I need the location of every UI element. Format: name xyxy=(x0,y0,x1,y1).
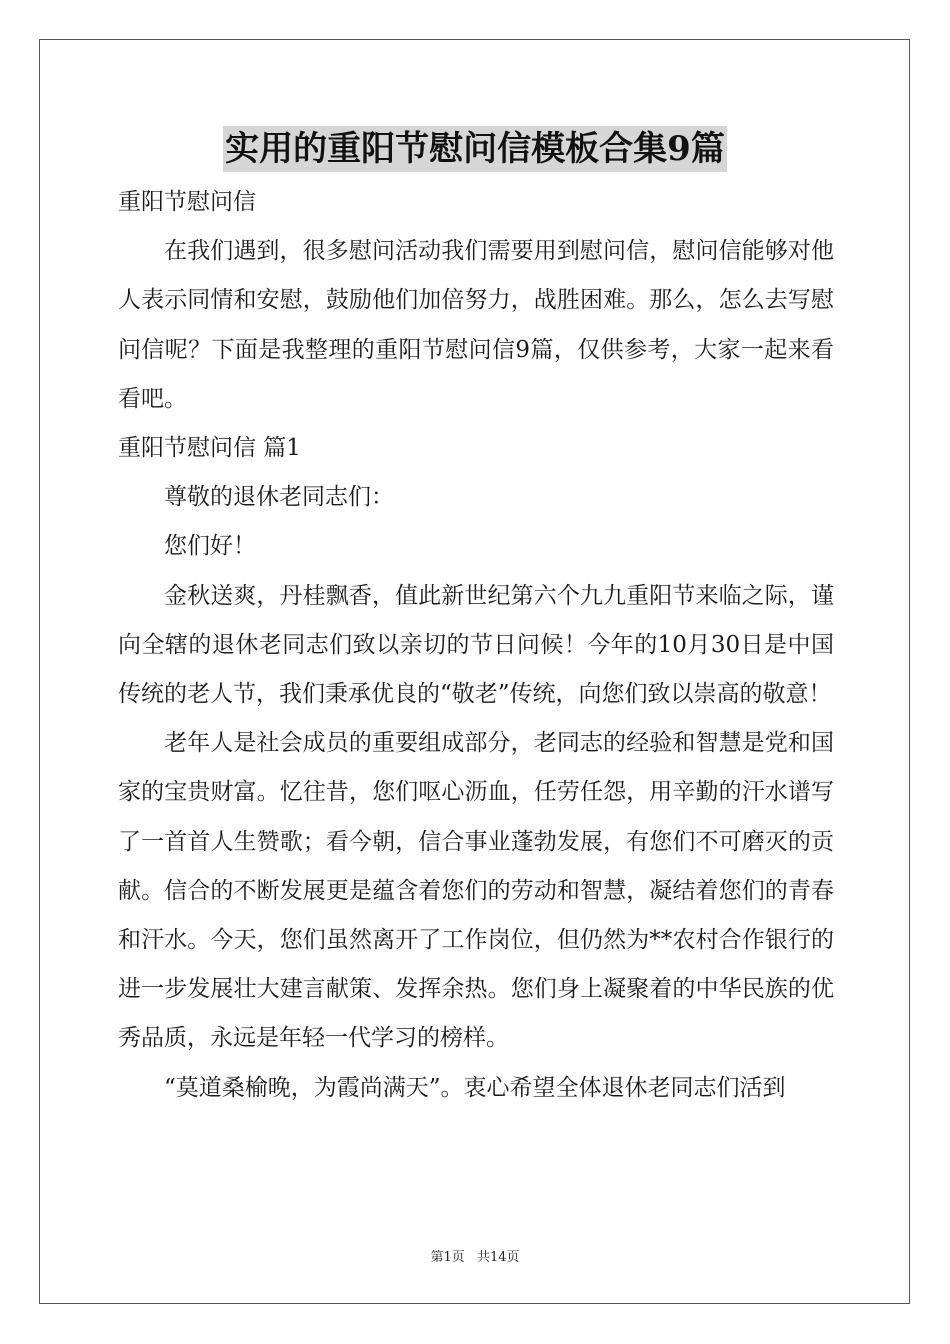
body-paragraph: 在我们遇到，很多慰问活动我们需要用到慰问信，慰问信能够对他人表示同情和安慰，鼓励他们加倍努力，战胜困难。那么，怎么去写慰问信呢？下面是我整理的重阳节慰问信9篇，仅供参考，大家一起来看看吧。 xyxy=(118,238,834,412)
page-footer xyxy=(0,1246,950,1265)
letter-greeting: 您们好！ xyxy=(164,533,256,560)
body-paragraph: “莫道桑榆晚，为霞尚满天”。衷心希望全体退休老同志们活到 xyxy=(164,1074,786,1101)
section-heading: 重阳节慰问信 篇1 xyxy=(118,435,301,462)
body-paragraph: 老年人是社会成员的重要组成部分，老同志的经验和智慧是党和国家的宝贵财富。忆往昔，您们呕心沥血，任劳任怨，用辛勤的汗水谱写了一首首人生赞歌；看今朝，信合事业蓬勃发展，有您们不可磨灭的贡献。信合的不断发展更是蕴含着您们的劳动和智慧，凝结着您们的青春和汗水。今天，您们虽然离开了工作岗位，但仍然为**农村合作银行的进一步发展壮大建言献策、发挥余热。您们身上凝聚着的中华民族的优秀品质，永远是年轻一代学习的榜样。 xyxy=(118,730,834,1052)
section-heading: 重阳节慰问信 xyxy=(118,189,256,215)
letter-salutation: 尊敬的退休老同志们： xyxy=(164,484,394,511)
document-body xyxy=(118,178,834,1113)
page-total: 共14页 xyxy=(476,1250,520,1265)
page-number: 第1页 xyxy=(430,1250,465,1265)
document-title: 实用的重阳节慰问信模板合集9篇 xyxy=(223,126,727,172)
title-container xyxy=(0,126,950,172)
body-paragraph: 金秋送爽，丹桂飘香，值此新世纪第六个九九重阳节来临之际，谨向全辖的退休老同志们致以亲切的节日问候！今年的10月30日是中国传统的老人节，我们秉承优良的“敬老”传统，向您们致以崇高的敬意！ xyxy=(118,582,834,708)
